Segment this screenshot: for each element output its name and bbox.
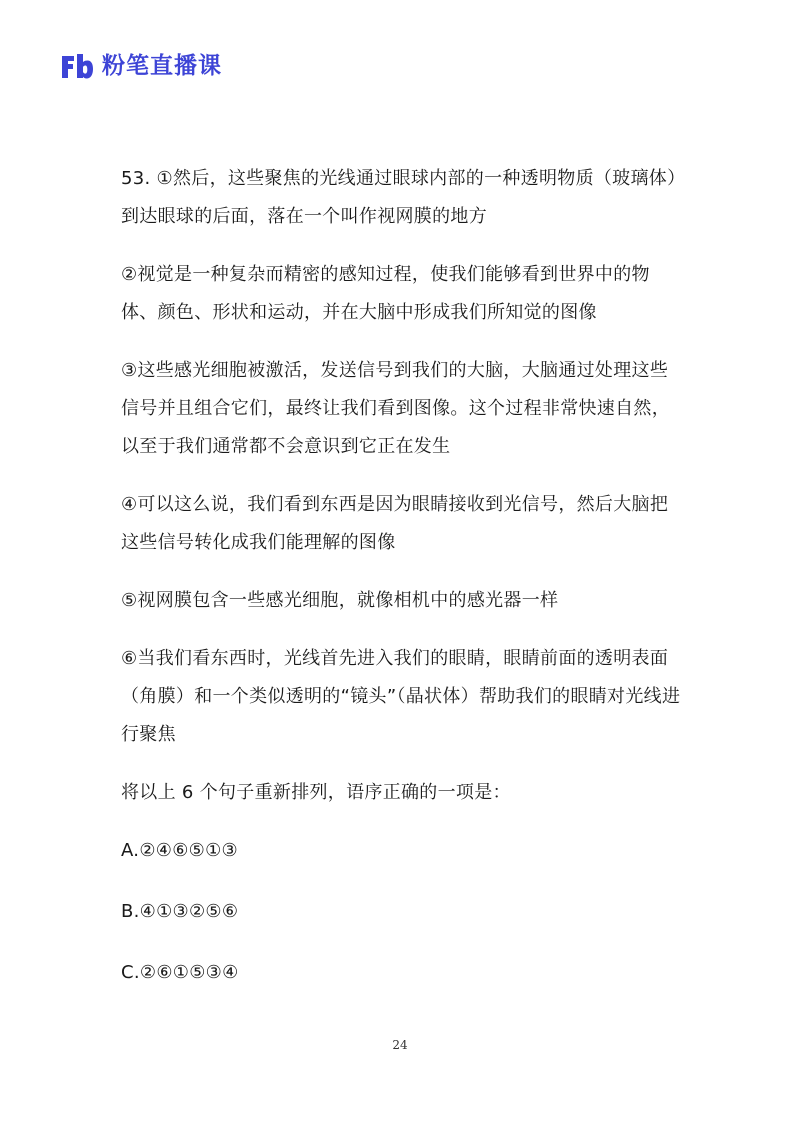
sentence-3: ③这些感光细胞被激活，发送信号到我们的大脑，大脑通过处理这些信号并且组合它们，最终让我们看到图像。这个过程非常快速自然，以至于我们通常都不会意识到它正在发生: [121, 360, 670, 457]
sentence-5: ⑤视网膜包含一些感光细胞，就像相机中的感光器一样: [121, 590, 559, 611]
page-number: 24: [392, 1038, 408, 1052]
option-a: A.②④⑥⑤①③: [121, 840, 238, 861]
question-prompt: 将以上 6 个句子重新排列，语序正确的一项是：: [121, 782, 511, 803]
brand-name: 粉笔直播课: [102, 53, 222, 79]
sentence-2: ②视觉是一种复杂而精密的感知过程，使我们能够看到世界中的物体、颜色、形状和运动，并在大脑中形成我们所知觉的图像: [121, 264, 650, 323]
fenbi-logo-icon: [60, 52, 94, 80]
sentence-6: ⑥当我们看东西时，光线首先进入我们的眼睛，眼睛前面的透明表面（角膜）和一个类似透明的“镜头”（晶状体）帮助我们的眼睛对光线进行聚焦: [121, 648, 681, 745]
sentence-4: ④可以这么说，我们看到东西是因为眼睛接收到光信号，然后大脑把这些信号转化成我们能理解的图像: [121, 494, 669, 553]
sentence-1: 53. ①然后，这些聚焦的光线通过眼球内部的一种透明物质（玻璃体）到达眼球的后面，落在一个叫作视网膜的地方: [121, 168, 677, 227]
option-c: C.②⑥①⑤③④: [121, 962, 239, 983]
brand-header: [60, 52, 222, 80]
question-body: [121, 160, 681, 1015]
option-b: B.④①③②⑤⑥: [121, 901, 239, 922]
